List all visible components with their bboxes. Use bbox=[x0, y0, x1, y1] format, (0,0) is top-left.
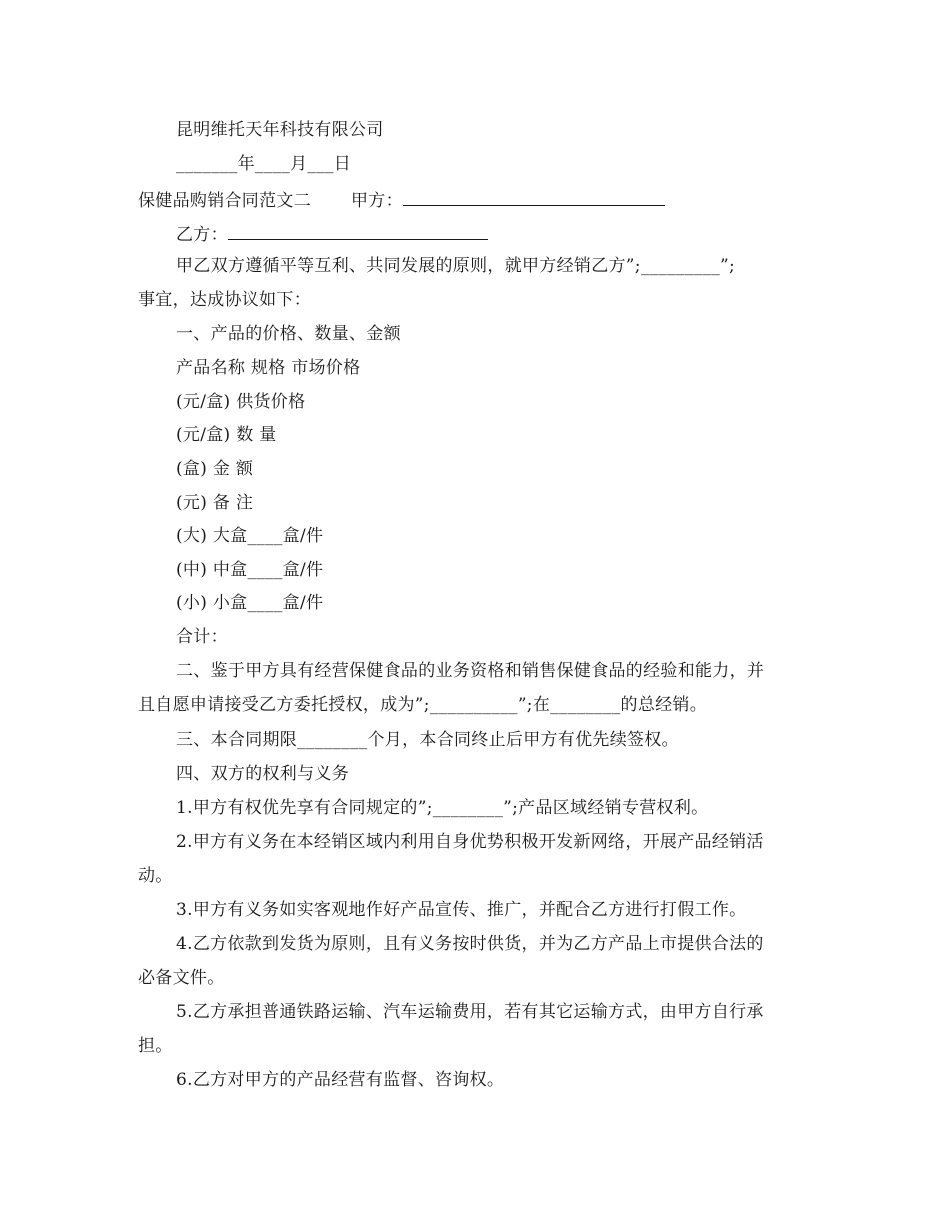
section-2-line-1: 二、鉴于甲方具有经营保健食品的业务资格和销售保健食品的经验和能力，并 bbox=[176, 661, 765, 681]
table-line-2: (元/盒) 供货价格 bbox=[176, 392, 306, 412]
table-line-5: (元) 备 注 bbox=[176, 493, 254, 513]
section-1-title: 一、产品的价格、数量、金额 bbox=[176, 324, 401, 344]
intro-line-1: 甲乙双方遵循平等互利、共同发展的原则，就甲方经销乙方”;_________”; bbox=[176, 256, 736, 276]
party-a-label: 甲方： bbox=[351, 191, 403, 211]
party-b-row bbox=[176, 221, 488, 246]
table-line-4: (盒) 金 额 bbox=[176, 459, 254, 479]
party-a-blank bbox=[403, 187, 665, 206]
date-line: _______年____月___日 bbox=[176, 154, 352, 174]
item-6: 6.乙方对甲方的产品经营有监督、咨询权。 bbox=[176, 1070, 505, 1090]
table-line-6: (大) 大盒____盒/件 bbox=[176, 526, 324, 546]
title-row bbox=[138, 187, 665, 212]
section-3: 三、本合同期限________个月，本合同终止后甲方有优先续签权。 bbox=[176, 730, 679, 750]
item-4-line-1: 4.乙方依款到发货为原则，且有义务按时供货，并为乙方产品上市提供合法的 bbox=[176, 934, 764, 954]
party-b-blank bbox=[228, 221, 488, 240]
item-2-line-1: 2.甲方有义务在本经销区域内利用自身优势积极开发新网络，开展产品经销活 bbox=[176, 832, 764, 852]
table-line-8: (小) 小盒____盒/件 bbox=[176, 593, 324, 613]
table-line-9: 合计： bbox=[176, 627, 228, 647]
item-3: 3.甲方有义务如实客观地作好产品宣传、推广，并配合乙方进行打假工作。 bbox=[176, 900, 747, 920]
intro-line-2: 事宜，达成协议如下： bbox=[138, 290, 311, 310]
company-name: 昆明维托天年科技有限公司 bbox=[176, 120, 384, 140]
section-4-title: 四、双方的权利与义务 bbox=[176, 764, 349, 784]
table-line-7: (中) 中盒____盒/件 bbox=[176, 560, 324, 580]
item-5-line-2: 担。 bbox=[138, 1036, 173, 1056]
table-line-1: 产品名称 规格 市场价格 bbox=[176, 358, 361, 378]
item-1: 1.甲方有权优先享有合同规定的”;________”;产品区域经销专营权利。 bbox=[176, 798, 709, 818]
table-line-3: (元/盒) 数 量 bbox=[176, 425, 277, 445]
party-b-label: 乙方： bbox=[176, 225, 228, 245]
item-2-line-2: 动。 bbox=[138, 866, 173, 886]
item-5-line-1: 5.乙方承担普通铁路运输、汽车运输费用，若有其它运输方式，由甲方自行承 bbox=[176, 1002, 764, 1022]
document-title: 保健品购销合同范文二 bbox=[138, 191, 311, 211]
item-4-line-2: 必备文件。 bbox=[138, 968, 225, 988]
section-2-line-2: 且自愿申请接受乙方委托授权，成为”;__________”;在________的总经销。 bbox=[138, 695, 708, 715]
